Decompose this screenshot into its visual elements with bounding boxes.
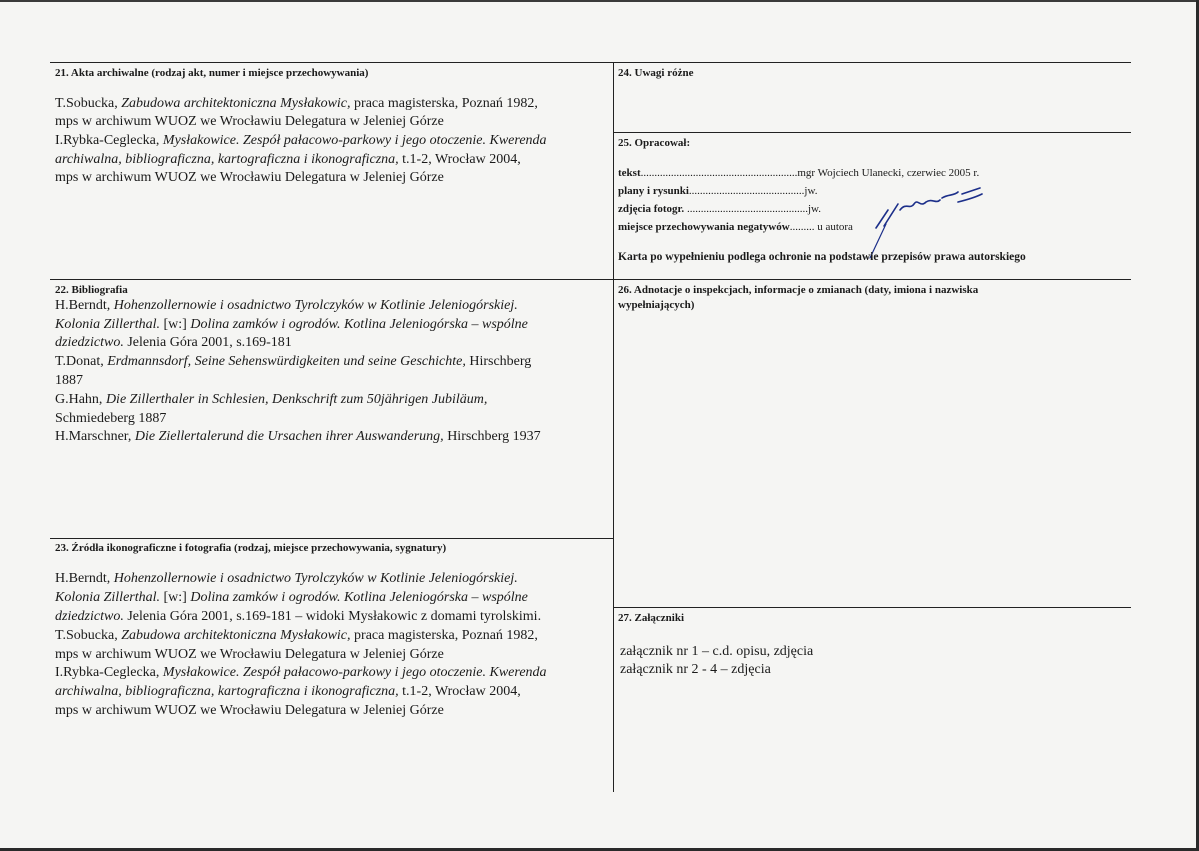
section-26-header-line-1: 26. Adnotacje o inspekcjach, informacje o zmianach (daty, imiona i nazwiska: [618, 284, 979, 296]
leader-dots: ............................................: [684, 203, 808, 215]
field-value: jw.: [807, 203, 821, 215]
section-25-row-negatives: [618, 219, 853, 235]
text: Jelenia Góra 2001, s.169-181: [123, 335, 292, 350]
text: H.Berndt,: [55, 298, 114, 313]
text: H.Berndt,: [55, 571, 114, 586]
text-italic: Kolonia Zillerthal.: [55, 590, 161, 605]
section-27-line-2: załącznik nr 2 - 4 – zdjęcia: [620, 662, 771, 677]
text-italic: Zabudowa architektoniczna Mysłakowic,: [121, 628, 351, 643]
section-23-line-1: [55, 570, 518, 588]
section-22-header: 22. Bibliografia: [55, 284, 128, 296]
text: G.Hahn,: [55, 392, 106, 407]
row-line-26-27: [613, 607, 1131, 608]
text-italic: Kolonia Zillerthal.: [55, 317, 161, 332]
text-italic: Mysłakowice. Zespół pałacowo-parkowy i jego otoczenie. Kwerenda: [162, 665, 547, 680]
section-25-header: 25. Opracował:: [618, 137, 691, 149]
section-21-line-5: mps w archiwum WUOZ we Wrocławiu Delegatura w Jeleniej Górze: [55, 170, 444, 185]
row-line-top: [50, 62, 1131, 63]
section-23-header: 23. Źródła ikonograficzne i fotografia (rodzaj, miejsce przechowywania, sygnatury): [55, 542, 447, 554]
section-22-line-1: [55, 297, 518, 315]
field-value: mgr Wojciech Ulanecki, czerwiec 2005 r.: [797, 167, 980, 179]
text: T.Sobucka,: [55, 628, 122, 643]
leader-dots: .........................................................: [640, 167, 798, 179]
field-label: tekst: [618, 167, 641, 179]
column-divider: [613, 62, 614, 792]
text-italic: dziedzictwo.: [55, 609, 124, 624]
text: T.Sobucka,: [55, 96, 122, 111]
field-label: miejsce przechowywania negatywów: [618, 221, 790, 233]
text-italic: Die Zillerthaler in Schlesien, Denkschrift zum 50jährigen Jubiläum,: [105, 392, 488, 407]
section-23-line-6: [55, 664, 547, 682]
section-23-line-5: mps w archiwum WUOZ we Wrocławiu Delegatura w Jeleniej Górze: [55, 647, 444, 662]
text-italic: Mysłakowice. Zespół pałacowo-parkowy i jego otoczenie. Kwerenda: [162, 133, 547, 148]
text: t.1-2, Wrocław 2004,: [398, 684, 521, 699]
section-22-line-7: Schmiedeberg 1887: [55, 411, 167, 426]
section-27-line-1: załącznik nr 1 – c.d. opisu, zdjęcia: [620, 644, 814, 659]
section-23-line-4: [55, 627, 538, 645]
text-italic: Dolina zamków i ogrodów. Kotlina Jeleniogórska – wspólne: [190, 317, 528, 332]
text: I.Rybka-Ceglecka,: [55, 133, 163, 148]
text: T.Donat,: [55, 354, 108, 369]
text: I.Rybka-Ceglecka,: [55, 665, 163, 680]
section-22-line-3: [55, 334, 292, 352]
section-25-row-text: [618, 165, 979, 181]
text: H.Marschner,: [55, 429, 135, 444]
section-22-line-4: [55, 353, 531, 371]
text-italic: Zabudowa architektoniczna Mysłakowic,: [121, 96, 351, 111]
section-25-row-photos: [618, 201, 821, 217]
text: [w:]: [160, 317, 191, 332]
section-25-row-drawings: [618, 183, 817, 199]
leader-dots: ..........................................: [688, 185, 805, 197]
section-22-line-2: [55, 316, 528, 334]
text-italic: archiwalna, bibliograficzna, kartograficzna i ikonograficzna,: [55, 152, 399, 167]
text-italic: dziedzictwo.: [55, 335, 124, 350]
section-22-line-6: [55, 391, 487, 409]
section-23-line-2: [55, 589, 528, 607]
field-label: zdjęcia fotogr.: [618, 203, 685, 215]
section-27-header: 27. Załączniki: [618, 612, 685, 624]
section-23-line-8: mps w archiwum WUOZ we Wrocławiu Delegatura w Jeleniej Górze: [55, 703, 444, 718]
text-italic: Dolina zamków i ogrodów. Kotlina Jeleniogórska – wspólne: [190, 590, 528, 605]
text: praca magisterska, Poznań 1982,: [350, 96, 538, 111]
text: Jelenia Góra 2001, s.169-181 – widoki Mysłakowic z domami tyrolskimi.: [123, 609, 542, 624]
handwritten-signature: [840, 180, 1000, 260]
text: [w:]: [160, 590, 191, 605]
text-italic: Hohenzollernowie i osadnictwo Tyrolczyków w Kotlinie Jeleniogórskiej.: [113, 298, 518, 313]
section-21-line-3: [55, 132, 547, 150]
leader-dots: .........: [789, 221, 818, 233]
field-value: u autora: [817, 221, 853, 233]
text: Hirschberg: [465, 354, 532, 369]
section-21-header: 21. Akta archiwalne (rodzaj akt, numer i miejsce przechowywania): [55, 67, 369, 79]
scan-edge-top: [0, 0, 1199, 2]
section-23-line-7: [55, 683, 521, 701]
row-line-24-25: [613, 132, 1131, 133]
section-24-header: 24. Uwagi różne: [618, 67, 694, 79]
field-value: jw.: [804, 185, 818, 197]
section-22-line-8: [55, 428, 541, 446]
copyright-notice: Karta po wypełnieniu podlega ochronie na podstawie przepisów prawa autorskiego: [618, 251, 1026, 263]
text: Hirschberg 1937: [443, 429, 541, 444]
row-line-21-22: [50, 279, 1131, 280]
field-label: plany i rysunki: [618, 185, 689, 197]
section-26-header-line-2: wypełniających): [618, 299, 695, 311]
text-italic: archiwalna, bibliograficzna, kartograficzna i ikonograficzna,: [55, 684, 399, 699]
text: praca magisterska, Poznań 1982,: [350, 628, 538, 643]
text-italic: Hohenzollernowie i osadnictwo Tyrolczyków w Kotlinie Jeleniogórskiej.: [113, 571, 518, 586]
section-21-line-2: mps w archiwum WUOZ we Wrocławiu Delegatura w Jeleniej Górze: [55, 114, 444, 129]
text-italic: Erdmannsdorf, Seine Sehenswürdigkeiten und seine Geschichte,: [107, 354, 466, 369]
section-22-line-5: 1887: [55, 373, 83, 388]
row-line-22-23: [50, 538, 613, 539]
section-23-line-3: [55, 608, 541, 626]
text-italic: Die Ziellertalerund die Ursachen ihrer Auswanderung,: [134, 429, 444, 444]
section-21-line-4: [55, 151, 521, 169]
section-21-line-1: [55, 95, 538, 113]
text: t.1-2, Wrocław 2004,: [398, 152, 521, 167]
